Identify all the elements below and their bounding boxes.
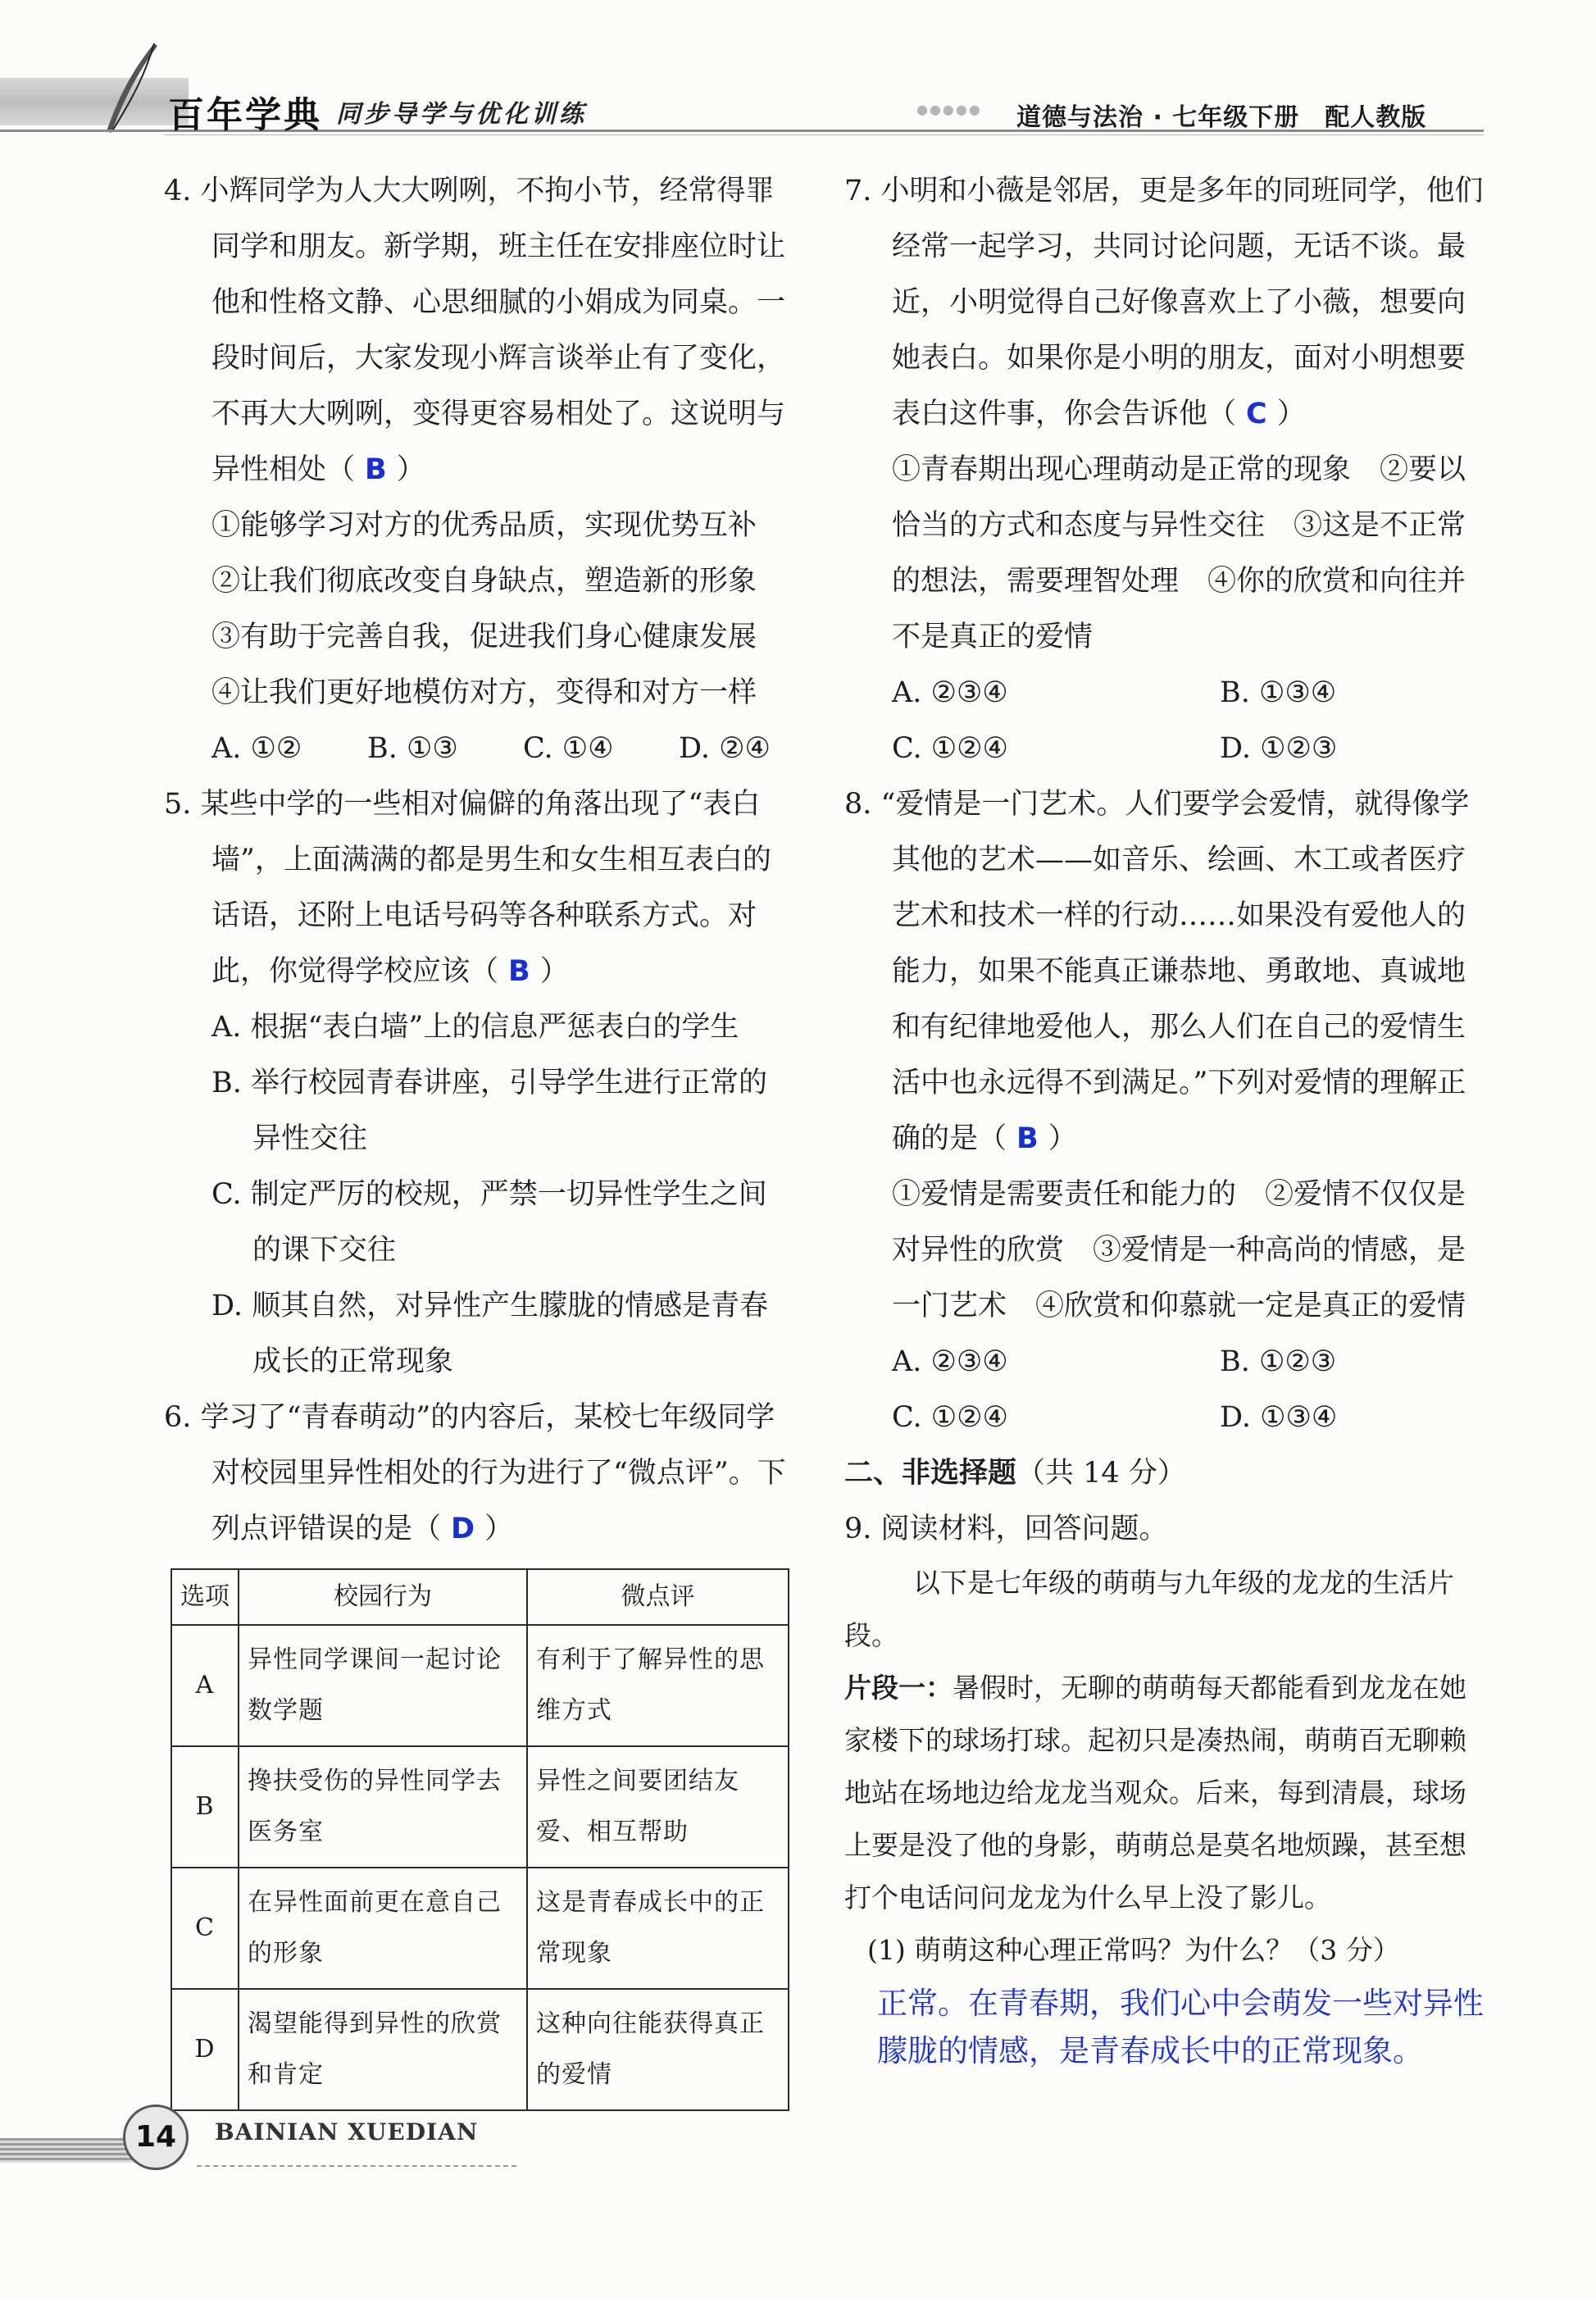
question-7-answer: C: [1246, 398, 1267, 430]
question-4-item: ④让我们更好地模仿对方，变得和对方一样: [211, 676, 757, 709]
option-c: C. ①②④: [892, 1401, 1008, 1434]
segment-label: 片段一：: [844, 1672, 953, 1704]
table-cell: 渴望能得到异性的欣赏和肯定: [239, 1989, 527, 2110]
question-9-segment: [844, 1662, 1492, 1924]
question-5-option-c: C. 制定严厉的校规，严禁一切异性学生之间的课下交往: [211, 1178, 767, 1267]
question-6: [164, 1390, 787, 1557]
option-b: B. ①③④: [1220, 676, 1337, 709]
footer-brand: BAINIAN XUEDIAN: [215, 2118, 479, 2146]
table-cell: 搀扶受伤的异性同学去医务室: [239, 1746, 527, 1868]
header-subject: 道德与法治 · 七年级下册 配人教版: [1016, 103, 1427, 132]
question-9-answer-1: 正常。在青春期，我们心中会萌发一些对异性朦胧的情感，是青春成长中的正常现象。: [877, 1986, 1484, 2068]
option-b: B. ①③: [367, 732, 458, 765]
header-rule-thin: [164, 134, 1484, 135]
question-7-stem: 7. 小明和小薇是邻居，更是多年的同班同学，他们经常一起学习，共同讨论问题，无话不谈。最近，小明觉得自己好像喜欢上了小薇，想要向她表白。如果你是小明的朋友，面对小明想要表白这件事，你会告诉他（: [844, 175, 1484, 430]
question-8-stem-end: ）: [1048, 1122, 1077, 1155]
question-8-options-row1: [844, 1334, 1492, 1390]
question-7: [844, 163, 1492, 442]
question-6-table: [171, 1568, 789, 2111]
option-d: D. ①②③: [1220, 732, 1338, 765]
option-c: C. ①②④: [892, 732, 1008, 765]
question-5-option-b: B. 举行校园青春讲座，引导学生进行正常的异性交往: [211, 1067, 767, 1155]
option-a: A. ①②: [211, 732, 302, 765]
question-5-answer: B: [508, 955, 530, 988]
question-9-intro: 以下是七年级的萌萌与九年级的龙龙的生活片段。: [844, 1567, 1454, 1651]
question-9-sub1: (1) 萌萌这种心理正常吗？为什么？（3 分）: [867, 1934, 1400, 1966]
table-cell: 这种向往能获得真正的爱情: [527, 1989, 789, 2110]
quill-icon: [89, 39, 162, 138]
table-cell: C: [171, 1868, 239, 1989]
footer-decor-bar: [0, 2138, 139, 2163]
option-a: A. ②③④: [892, 676, 1008, 709]
table-row: [171, 1868, 789, 1989]
option-c: C. ①④: [523, 732, 614, 765]
question-5-stem: 5. 某些中学的一些相对偏僻的角落出现了“表白墙”，上面满满的都是男生和女生相互表白的话语，还附上电话号码等各种联系方式。对此，你觉得学校应该（: [164, 788, 771, 988]
table-row: [171, 1746, 789, 1868]
table-cell: 异性同学课间一起讨论数学题: [239, 1625, 527, 1746]
question-4-stem: 4. 小辉同学为人大大咧咧，不拘小节，经常得罪同学和朋友。新学期，班主任在安排座位时让他和性格文静、心思细腻的小娟成为同桌。一段时间后，大家发现小辉言谈举止有了变化，不再大大咧咧，变得更容易相处了。这说明与异性相处（: [164, 175, 786, 486]
table-cell: D: [171, 1989, 239, 2110]
question-4-options: [164, 721, 787, 776]
table-cell: A: [171, 1625, 239, 1746]
question-5-stem-end: ）: [539, 955, 569, 988]
question-7-options-row1: [844, 665, 1492, 721]
option-b: B. ①②③: [1220, 1345, 1337, 1378]
question-8-options-row2: [844, 1390, 1492, 1445]
question-8-items: ①爱情是需要责任和能力的 ②爱情不仅仅是对异性的欣赏 ③爱情是一种高尚的情感，是一门艺术 ④欣赏和仰慕就一定是真正的爱情: [892, 1178, 1466, 1322]
table-cell: 有利于了解异性的思维方式: [527, 1625, 789, 1746]
left-column: [164, 163, 787, 2111]
question-8: [844, 776, 1492, 1167]
brand-subtitle: 同步导学与优化训练: [336, 100, 587, 129]
question-8-stem: 8. “爱情是一门艺术。人们要学会爱情，就得像学其他的艺术——如音乐、绘画、木工或者医疗艺术和技术一样的行动……如果没有爱他人的能力，如果不能真正谦恭地、勇敢地、真诚地和有纪律地爱他人，那么人们在自己的爱情生活中也永远得不到满足。”下列对爱情的理解正确的是（: [844, 788, 1470, 1155]
question-4-item: ③有助于完善自我，促进我们身心健康发展: [211, 621, 757, 653]
table-cell: 异性之间要团结友爱、相互帮助: [527, 1746, 789, 1868]
question-6-stem-end: ）: [484, 1513, 514, 1545]
option-d: D. ①③④: [1220, 1401, 1338, 1434]
header-dots: ●●●●●: [916, 102, 982, 117]
question-5: [164, 776, 787, 999]
question-7-options-row2: [844, 721, 1492, 776]
table-row: [171, 1625, 789, 1746]
question-4-stem-end: ）: [396, 453, 425, 486]
right-column: [844, 163, 1492, 2075]
question-5-option-a: A. 根据“表白墙”上的信息严惩表白的学生: [211, 1011, 739, 1044]
question-6-stem: 6. 学习了“青春萌动”的内容后，某校七年级同学对校园里异性相处的行为进行了“微点评”。下列点评错误的是（: [164, 1401, 786, 1545]
table-row: [171, 1989, 789, 2110]
table-header-row: [171, 1569, 789, 1625]
question-4: [164, 163, 787, 498]
table-cell: 在异性面前更在意自己的形象: [239, 1868, 527, 1989]
section-2-title: 二、非选择题: [844, 1457, 1017, 1490]
question-8-answer: B: [1016, 1122, 1039, 1155]
option-d: D. ②④: [679, 732, 771, 765]
table-header-cell: 校园行为: [239, 1569, 527, 1625]
footer-dash-rule: [197, 2165, 516, 2167]
table-header-cell: 选项: [171, 1569, 239, 1625]
section-2-heading: [844, 1445, 1492, 1501]
table-header-cell: 微点评: [527, 1569, 789, 1625]
brand-title: 百年学典: [168, 94, 322, 136]
question-4-item: ②让我们彻底改变自身缺点，塑造新的形象: [211, 565, 757, 598]
question-7-stem-end: ）: [1276, 398, 1306, 430]
question-9-stem: 9. 阅读材料，回答问题。: [844, 1513, 1168, 1545]
question-9-material: [844, 1557, 1492, 1977]
option-a: A. ②③④: [892, 1345, 1008, 1378]
section-2-score: （共 14 分）: [1016, 1457, 1186, 1490]
table-cell: 这是青春成长中的正常现象: [527, 1868, 789, 1989]
question-5-option-d: D. 顺其自然，对异性产生朦胧的情感是青春成长的正常现象: [211, 1290, 769, 1378]
question-4-item: ①能够学习对方的优秀品质，实现优势互补: [211, 509, 757, 542]
table-cell: B: [171, 1746, 239, 1868]
question-6-answer: D: [451, 1513, 475, 1545]
segment-text: 暑假时，无聊的萌萌每天都能看到龙龙在她家楼下的球场打球。起初只是凑热闹，萌萌百无聊赖地站在场地边给龙龙当观众。后来，每到清晨，球场上要是没了他的身影，萌萌总是莫名地烦躁，甚至想打个电话问问龙龙为什么早上没了影儿。: [844, 1672, 1466, 1913]
question-7-items: ①青春期出现心理萌动是正常的现象 ②要以恰当的方式和态度与异性交往 ③这是不正常的想法，需要理智处理 ④你的欣赏和向往并不是真正的爱情: [892, 453, 1466, 653]
page-number: 14: [123, 2105, 189, 2170]
question-4-answer: B: [365, 453, 387, 486]
